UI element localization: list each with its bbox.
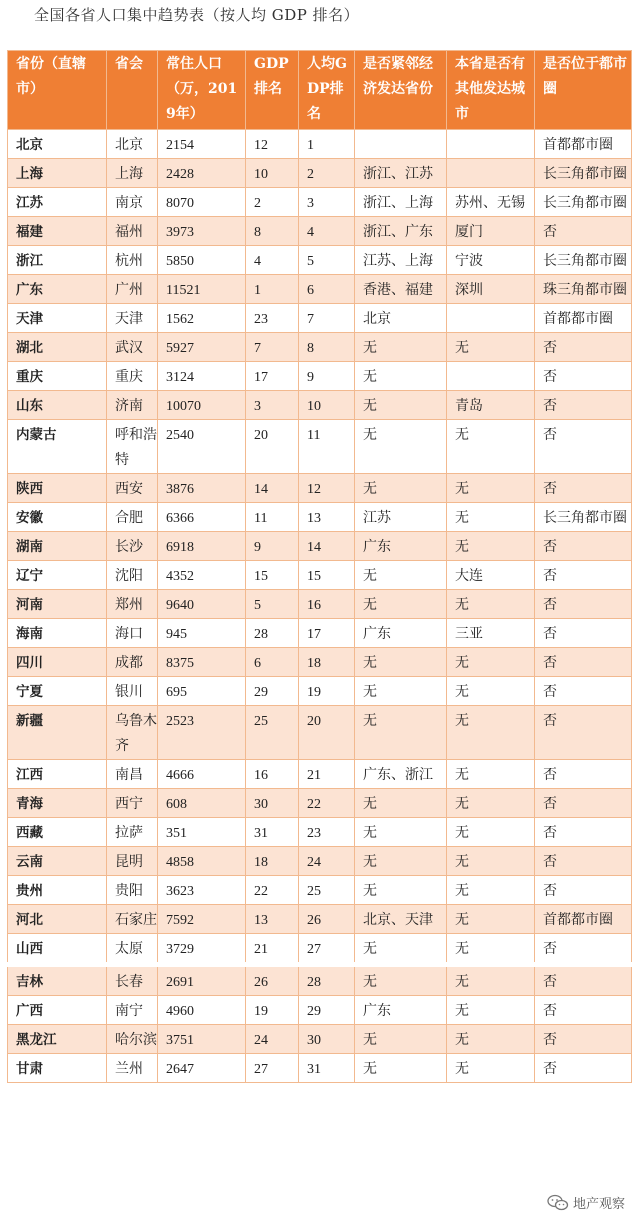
- cell-per-capita-gdp-rank: 6: [299, 275, 355, 304]
- cell-per-capita-gdp-rank: 19: [299, 677, 355, 706]
- cell-capital: 哈尔滨: [107, 1025, 158, 1054]
- cell-population: 9640: [158, 590, 246, 619]
- cell-population: 3623: [158, 876, 246, 905]
- cell-per-capita-gdp-rank: 26: [299, 905, 355, 934]
- cell-metro-area: 否: [535, 996, 632, 1025]
- cell-other-developed-cities: 无: [447, 847, 535, 876]
- cell-capital: 南京: [107, 188, 158, 217]
- table-row: [8, 965, 632, 996]
- cell-province: 湖北: [8, 333, 107, 362]
- cell-capital: 西宁: [107, 789, 158, 818]
- cell-other-developed-cities: 青岛: [447, 391, 535, 420]
- cell-gdp-rank: 16: [246, 760, 299, 789]
- cell-adjacent-developed: 无: [355, 706, 447, 760]
- cell-other-developed-cities: 无: [447, 965, 535, 996]
- cell-adjacent-developed: 无: [355, 362, 447, 391]
- cell-gdp-rank: 8: [246, 217, 299, 246]
- cell-adjacent-developed: 广东、浙江: [355, 760, 447, 789]
- table-row: [8, 532, 632, 561]
- cell-province: 福建: [8, 217, 107, 246]
- cell-capital: 重庆: [107, 362, 158, 391]
- cell-province: 江西: [8, 760, 107, 789]
- cell-capital: 广州: [107, 275, 158, 304]
- cell-population: 3124: [158, 362, 246, 391]
- cell-capital: 南昌: [107, 760, 158, 789]
- cell-other-developed-cities: 无: [447, 1054, 535, 1083]
- cell-per-capita-gdp-rank: 29: [299, 996, 355, 1025]
- header-capital: 省会: [107, 51, 158, 130]
- cell-per-capita-gdp-rank: 30: [299, 1025, 355, 1054]
- cell-capital: 武汉: [107, 333, 158, 362]
- cell-gdp-rank: 25: [246, 706, 299, 760]
- cell-population: 6918: [158, 532, 246, 561]
- cell-capital: 海口: [107, 619, 158, 648]
- table-row: [8, 246, 632, 275]
- cell-capital: 石家庄: [107, 905, 158, 934]
- cell-adjacent-developed: 无: [355, 847, 447, 876]
- cell-metro-area: 首都都市圈: [535, 304, 632, 333]
- cell-other-developed-cities: 宁波: [447, 246, 535, 275]
- cell-province: 湖南: [8, 532, 107, 561]
- cell-other-developed-cities: 厦门: [447, 217, 535, 246]
- cell-per-capita-gdp-rank: 5: [299, 246, 355, 275]
- cell-capital: 南宁: [107, 996, 158, 1025]
- cell-metro-area: 否: [535, 561, 632, 590]
- cell-province: 黑龙江: [8, 1025, 107, 1054]
- cell-metro-area: 否: [535, 818, 632, 847]
- cell-gdp-rank: 15: [246, 561, 299, 590]
- table-row: [8, 677, 632, 706]
- cell-province: 重庆: [8, 362, 107, 391]
- header-population: 常住人口（万，2019年）: [158, 51, 246, 130]
- cell-population: 3729: [158, 934, 246, 965]
- cell-adjacent-developed: 北京、天津: [355, 905, 447, 934]
- cell-metro-area: 否: [535, 706, 632, 760]
- header-per-capita-gdp-rank: 人均GDP排名: [299, 51, 355, 130]
- cell-province: 陕西: [8, 474, 107, 503]
- cell-per-capita-gdp-rank: 15: [299, 561, 355, 590]
- header-other-developed-cities: 本省是否有其他发达城市: [447, 51, 535, 130]
- cell-adjacent-developed: 无: [355, 1025, 447, 1054]
- cell-metro-area: 否: [535, 760, 632, 789]
- cell-per-capita-gdp-rank: 3: [299, 188, 355, 217]
- table-row: [8, 876, 632, 905]
- cell-per-capita-gdp-rank: 4: [299, 217, 355, 246]
- cell-metro-area: 否: [535, 1054, 632, 1083]
- cell-metro-area: 长三角都市圈: [535, 503, 632, 532]
- cell-metro-area: 长三角都市圈: [535, 159, 632, 188]
- cell-adjacent-developed: 浙江、广东: [355, 217, 447, 246]
- cell-gdp-rank: 7: [246, 333, 299, 362]
- cell-province: 北京: [8, 130, 107, 159]
- cell-adjacent-developed: 香港、福建: [355, 275, 447, 304]
- cell-metro-area: 否: [535, 333, 632, 362]
- cell-population: 4666: [158, 760, 246, 789]
- table-header-row: [8, 51, 632, 130]
- cell-other-developed-cities: 无: [447, 420, 535, 474]
- cell-gdp-rank: 4: [246, 246, 299, 275]
- cell-metro-area: 首都都市圈: [535, 130, 632, 159]
- cell-per-capita-gdp-rank: 25: [299, 876, 355, 905]
- cell-gdp-rank: 9: [246, 532, 299, 561]
- cell-gdp-rank: 28: [246, 619, 299, 648]
- cell-other-developed-cities: 三亚: [447, 619, 535, 648]
- cell-adjacent-developed: 北京: [355, 304, 447, 333]
- table-row: [8, 275, 632, 304]
- cell-metro-area: 否: [535, 934, 632, 965]
- table-row: [8, 561, 632, 590]
- cell-population: 4858: [158, 847, 246, 876]
- table-row: [8, 590, 632, 619]
- cell-province: 贵州: [8, 876, 107, 905]
- cell-gdp-rank: 3: [246, 391, 299, 420]
- cell-population: 4352: [158, 561, 246, 590]
- cell-gdp-rank: 19: [246, 996, 299, 1025]
- cell-capital: 郑州: [107, 590, 158, 619]
- cell-per-capita-gdp-rank: 2: [299, 159, 355, 188]
- cell-gdp-rank: 29: [246, 677, 299, 706]
- table-row: [8, 934, 632, 965]
- cell-gdp-rank: 21: [246, 934, 299, 965]
- cell-gdp-rank: 5: [246, 590, 299, 619]
- cell-adjacent-developed: 江苏: [355, 503, 447, 532]
- cell-province: 浙江: [8, 246, 107, 275]
- cell-adjacent-developed: 无: [355, 965, 447, 996]
- cell-adjacent-developed: 无: [355, 876, 447, 905]
- cell-adjacent-developed: 无: [355, 648, 447, 677]
- table-row: [8, 818, 632, 847]
- cell-capital: 杭州: [107, 246, 158, 275]
- table-row: [8, 474, 632, 503]
- cell-metro-area: 否: [535, 532, 632, 561]
- cell-province: 海南: [8, 619, 107, 648]
- cell-adjacent-developed: 广东: [355, 532, 447, 561]
- cell-gdp-rank: 26: [246, 965, 299, 996]
- cell-province: 安徽: [8, 503, 107, 532]
- cell-gdp-rank: 2: [246, 188, 299, 217]
- cell-province: 江苏: [8, 188, 107, 217]
- table-row: [8, 503, 632, 532]
- cell-population: 5927: [158, 333, 246, 362]
- cell-population: 1562: [158, 304, 246, 333]
- table-row: [8, 789, 632, 818]
- cell-metro-area: 否: [535, 619, 632, 648]
- cell-gdp-rank: 22: [246, 876, 299, 905]
- cell-gdp-rank: 30: [246, 789, 299, 818]
- cell-other-developed-cities: 无: [447, 760, 535, 789]
- cell-other-developed-cities: 无: [447, 648, 535, 677]
- cell-gdp-rank: 13: [246, 905, 299, 934]
- cell-other-developed-cities: [447, 130, 535, 159]
- cell-per-capita-gdp-rank: 22: [299, 789, 355, 818]
- cell-province: 河南: [8, 590, 107, 619]
- table-row: [8, 905, 632, 934]
- cell-capital: 成都: [107, 648, 158, 677]
- cell-gdp-rank: 1: [246, 275, 299, 304]
- cell-metro-area: 否: [535, 876, 632, 905]
- cell-metro-area: 否: [535, 420, 632, 474]
- watermark-text: 地产观察: [572, 1197, 625, 1212]
- cell-gdp-rank: 12: [246, 130, 299, 159]
- cell-gdp-rank: 20: [246, 420, 299, 474]
- table-row: [8, 706, 632, 760]
- cell-gdp-rank: 17: [246, 362, 299, 391]
- cell-adjacent-developed: 浙江、上海: [355, 188, 447, 217]
- cell-province: 广东: [8, 275, 107, 304]
- cell-capital: 北京: [107, 130, 158, 159]
- cell-metro-area: 长三角都市圈: [535, 188, 632, 217]
- cell-per-capita-gdp-rank: 8: [299, 333, 355, 362]
- cell-other-developed-cities: [447, 304, 535, 333]
- table-row: [8, 648, 632, 677]
- table-row: [8, 159, 632, 188]
- cell-capital: 兰州: [107, 1054, 158, 1083]
- cell-per-capita-gdp-rank: 21: [299, 760, 355, 789]
- cell-province: 新疆: [8, 706, 107, 760]
- cell-metro-area: 否: [535, 847, 632, 876]
- cell-population: 6366: [158, 503, 246, 532]
- cell-capital: 长春: [107, 965, 158, 996]
- cell-metro-area: 珠三角都市圈: [535, 275, 632, 304]
- cell-other-developed-cities: 无: [447, 532, 535, 561]
- cell-metro-area: 否: [535, 391, 632, 420]
- header-metro-area: 是否位于都市圈: [535, 51, 632, 130]
- cell-population: 10070: [158, 391, 246, 420]
- cell-other-developed-cities: [447, 362, 535, 391]
- cell-population: 2691: [158, 965, 246, 996]
- cell-capital: 太原: [107, 934, 158, 965]
- wechat-icon: [547, 1194, 569, 1212]
- table-row: [8, 1054, 632, 1083]
- table-row: [8, 217, 632, 246]
- cell-population: 2428: [158, 159, 246, 188]
- table-row: [8, 760, 632, 789]
- cell-population: 608: [158, 789, 246, 818]
- cell-province: 山东: [8, 391, 107, 420]
- cell-capital: 乌鲁木齐: [107, 706, 158, 760]
- cell-metro-area: 否: [535, 217, 632, 246]
- cell-province: 山西: [8, 934, 107, 965]
- cell-other-developed-cities: 无: [447, 934, 535, 965]
- cell-per-capita-gdp-rank: 18: [299, 648, 355, 677]
- cell-other-developed-cities: 无: [447, 503, 535, 532]
- cell-other-developed-cities: 苏州、无锡: [447, 188, 535, 217]
- cell-population: 8375: [158, 648, 246, 677]
- cell-adjacent-developed: 无: [355, 590, 447, 619]
- table-row: [8, 188, 632, 217]
- cell-capital: 济南: [107, 391, 158, 420]
- table-row: [8, 619, 632, 648]
- cell-per-capita-gdp-rank: 9: [299, 362, 355, 391]
- cell-gdp-rank: 18: [246, 847, 299, 876]
- table-row: [8, 333, 632, 362]
- table-row: [8, 1025, 632, 1054]
- cell-other-developed-cities: 无: [447, 677, 535, 706]
- cell-capital: 昆明: [107, 847, 158, 876]
- cell-adjacent-developed: 无: [355, 934, 447, 965]
- cell-other-developed-cities: 无: [447, 905, 535, 934]
- cell-other-developed-cities: 无: [447, 1025, 535, 1054]
- cell-province: 西藏: [8, 818, 107, 847]
- cell-per-capita-gdp-rank: 7: [299, 304, 355, 333]
- cell-capital: 沈阳: [107, 561, 158, 590]
- cell-other-developed-cities: 无: [447, 996, 535, 1025]
- cell-per-capita-gdp-rank: 28: [299, 965, 355, 996]
- cell-other-developed-cities: 无: [447, 333, 535, 362]
- cell-province: 内蒙古: [8, 420, 107, 474]
- cell-adjacent-developed: 广东: [355, 619, 447, 648]
- page-title: 全国各省人口集中趋势表（按人均 GDP 排名）: [34, 6, 360, 24]
- cell-population: 3973: [158, 217, 246, 246]
- cell-capital: 长沙: [107, 532, 158, 561]
- table-body: [8, 130, 632, 1083]
- cell-gdp-rank: 23: [246, 304, 299, 333]
- cell-population: 2523: [158, 706, 246, 760]
- table-row: [8, 420, 632, 474]
- cell-province: 广西: [8, 996, 107, 1025]
- cell-province: 天津: [8, 304, 107, 333]
- cell-capital: 贵阳: [107, 876, 158, 905]
- cell-adjacent-developed: [355, 130, 447, 159]
- cell-province: 四川: [8, 648, 107, 677]
- table-row: [8, 847, 632, 876]
- cell-province: 宁夏: [8, 677, 107, 706]
- cell-adjacent-developed: 江苏、上海: [355, 246, 447, 275]
- cell-gdp-rank: 10: [246, 159, 299, 188]
- cell-metro-area: 否: [535, 590, 632, 619]
- population-table: [7, 50, 632, 1083]
- cell-province: 上海: [8, 159, 107, 188]
- cell-per-capita-gdp-rank: 10: [299, 391, 355, 420]
- cell-population: 351: [158, 818, 246, 847]
- cell-metro-area: 否: [535, 965, 632, 996]
- cell-adjacent-developed: 无: [355, 818, 447, 847]
- cell-per-capita-gdp-rank: 27: [299, 934, 355, 965]
- cell-metro-area: 否: [535, 789, 632, 818]
- cell-gdp-rank: 27: [246, 1054, 299, 1083]
- cell-adjacent-developed: 无: [355, 561, 447, 590]
- cell-capital: 天津: [107, 304, 158, 333]
- cell-population: 8070: [158, 188, 246, 217]
- cell-population: 2154: [158, 130, 246, 159]
- cell-gdp-rank: 6: [246, 648, 299, 677]
- cell-adjacent-developed: 无: [355, 677, 447, 706]
- cell-metro-area: 否: [535, 362, 632, 391]
- header-adjacent-developed: 是否紧邻经济发达省份: [355, 51, 447, 130]
- cell-gdp-rank: 24: [246, 1025, 299, 1054]
- table-row: [8, 304, 632, 333]
- cell-other-developed-cities: 无: [447, 818, 535, 847]
- cell-adjacent-developed: 无: [355, 1054, 447, 1083]
- cell-capital: 上海: [107, 159, 158, 188]
- cell-province: 甘肃: [8, 1054, 107, 1083]
- cell-per-capita-gdp-rank: 23: [299, 818, 355, 847]
- cell-per-capita-gdp-rank: 31: [299, 1054, 355, 1083]
- cell-metro-area: 否: [535, 1025, 632, 1054]
- cell-adjacent-developed: 无: [355, 333, 447, 362]
- cell-population: 11521: [158, 275, 246, 304]
- header-gdp-rank: GDP排名: [246, 51, 299, 130]
- cell-per-capita-gdp-rank: 14: [299, 532, 355, 561]
- cell-capital: 拉萨: [107, 818, 158, 847]
- cell-adjacent-developed: 广东: [355, 996, 447, 1025]
- cell-capital: 呼和浩特: [107, 420, 158, 474]
- cell-other-developed-cities: 深圳: [447, 275, 535, 304]
- cell-other-developed-cities: 无: [447, 474, 535, 503]
- cell-population: 695: [158, 677, 246, 706]
- cell-metro-area: 首都都市圈: [535, 905, 632, 934]
- cell-other-developed-cities: 无: [447, 876, 535, 905]
- cell-per-capita-gdp-rank: 24: [299, 847, 355, 876]
- cell-population: 5850: [158, 246, 246, 275]
- cell-province: 青海: [8, 789, 107, 818]
- header-province: 省份（直辖市）: [8, 51, 107, 130]
- cell-capital: 西安: [107, 474, 158, 503]
- table-row: [8, 996, 632, 1025]
- cell-adjacent-developed: 无: [355, 789, 447, 818]
- cell-province: 云南: [8, 847, 107, 876]
- cell-gdp-rank: 14: [246, 474, 299, 503]
- cell-population: 4960: [158, 996, 246, 1025]
- cell-adjacent-developed: 无: [355, 420, 447, 474]
- cell-per-capita-gdp-rank: 20: [299, 706, 355, 760]
- cell-per-capita-gdp-rank: 16: [299, 590, 355, 619]
- cell-per-capita-gdp-rank: 12: [299, 474, 355, 503]
- cell-province: 辽宁: [8, 561, 107, 590]
- cell-metro-area: 否: [535, 648, 632, 677]
- cell-adjacent-developed: 浙江、江苏: [355, 159, 447, 188]
- cell-other-developed-cities: 大连: [447, 561, 535, 590]
- cell-other-developed-cities: 无: [447, 706, 535, 760]
- cell-population: 945: [158, 619, 246, 648]
- cell-province: 吉林: [8, 965, 107, 996]
- cell-province: 河北: [8, 905, 107, 934]
- cell-capital: 福州: [107, 217, 158, 246]
- cell-gdp-rank: 11: [246, 503, 299, 532]
- watermark: [543, 1191, 629, 1214]
- cell-per-capita-gdp-rank: 1: [299, 130, 355, 159]
- cell-other-developed-cities: [447, 159, 535, 188]
- cell-gdp-rank: 31: [246, 818, 299, 847]
- cell-capital: 合肥: [107, 503, 158, 532]
- table-row: [8, 362, 632, 391]
- table-row: [8, 130, 632, 159]
- cell-population: 3876: [158, 474, 246, 503]
- cell-population: 2647: [158, 1054, 246, 1083]
- cell-metro-area: 否: [535, 474, 632, 503]
- cell-metro-area: 否: [535, 677, 632, 706]
- cell-other-developed-cities: 无: [447, 789, 535, 818]
- table-row: [8, 391, 632, 420]
- cell-adjacent-developed: 无: [355, 391, 447, 420]
- cell-adjacent-developed: 无: [355, 474, 447, 503]
- cell-population: 2540: [158, 420, 246, 474]
- cell-per-capita-gdp-rank: 13: [299, 503, 355, 532]
- cell-metro-area: 长三角都市圈: [535, 246, 632, 275]
- cell-capital: 银川: [107, 677, 158, 706]
- cell-per-capita-gdp-rank: 11: [299, 420, 355, 474]
- cell-other-developed-cities: 无: [447, 590, 535, 619]
- cell-population: 7592: [158, 905, 246, 934]
- cell-population: 3751: [158, 1025, 246, 1054]
- cell-per-capita-gdp-rank: 17: [299, 619, 355, 648]
